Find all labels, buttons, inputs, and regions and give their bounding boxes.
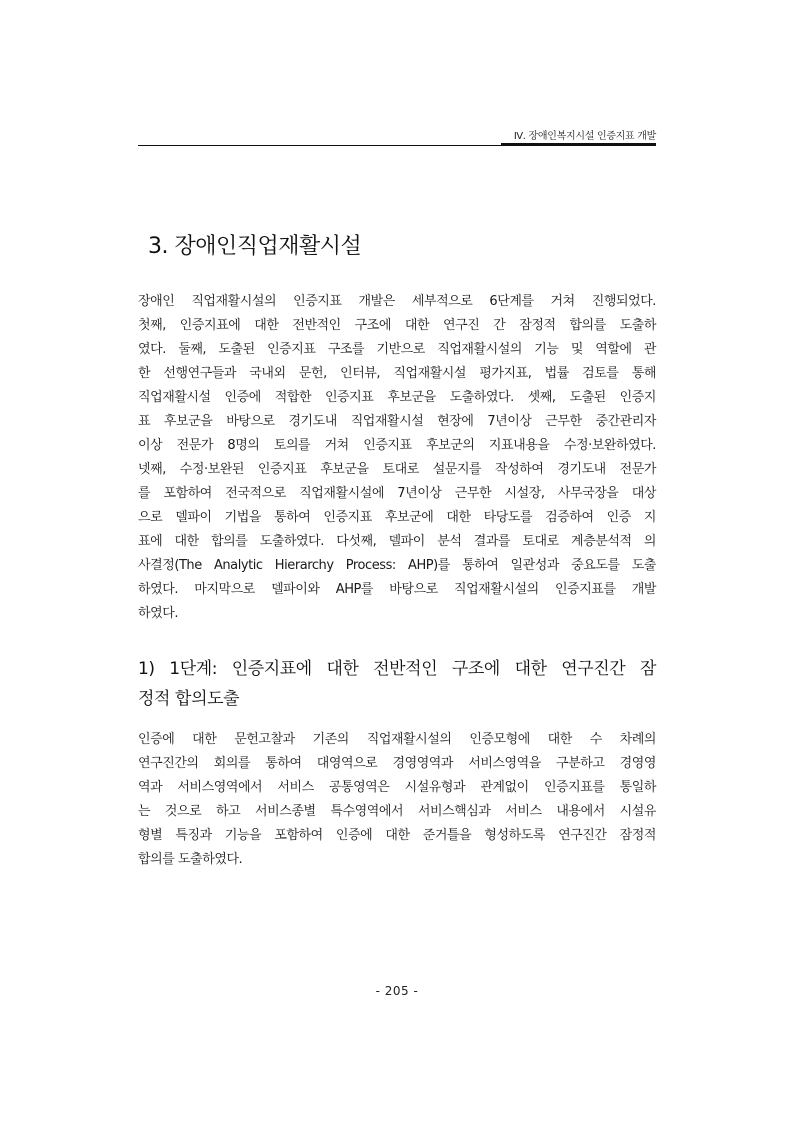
paragraph-line: 였다. 둘째, 도출된 인증지표 구조를 기반으로 직업재활시설의 기능 및 역할에 관 (138, 342, 656, 357)
page-number: - 205 - (375, 984, 419, 998)
paragraph-line: 이상 전문가 8명의 토의를 거쳐 인증지표 후보군의 지표내용을 수정·보완하였다. (138, 438, 656, 453)
paragraph-line: 역과 서비스영역에서 서비스 공통영역은 시설유형과 관계없이 인증지표를 통일하 (138, 780, 656, 795)
paragraph-line: 장애인 직업재활시설의 인증지표 개발은 세부적으로 6단계를 거쳐 진행되었다. (138, 294, 656, 309)
paragraph-line: 하였다. 마지막으로 델파이와 AHP를 바탕으로 직업재활시설의 인증지표를 개발 (138, 582, 656, 597)
paragraph-line: 를 포함하여 전국적으로 직업재활시설에 7년이상 근무한 시설장, 사무국장을 대상 (138, 486, 656, 501)
paragraph-line: 한 선행연구들과 국내외 문헌, 인터뷰, 직업재활시설 평가지표, 법률 검토를 통해 (138, 366, 656, 381)
paragraph-line: 사결정(The Analytic Hierarchy Process: AHP)를 통하여 일관성과 중요도를 도출 (138, 558, 656, 573)
paragraph-line: 넷째, 수정·보완된 인증지표 후보군을 토대로 설문지를 작성하여 경기도내 전문가 (138, 462, 656, 477)
paragraph-line: 직업재활시설 인증에 적합한 인증지표 후보군을 도출하였다. 셋째, 도출된 인증지 (138, 390, 656, 405)
paragraph-line: 합의를 도출하였다. (138, 852, 243, 867)
paragraph-line: 으로 델파이 기법을 통하여 인증지표 후보군에 대한 타당도를 검증하여 인증 지 (138, 510, 656, 525)
header-rule-accent (501, 143, 656, 146)
subsection-heading (138, 654, 656, 714)
subsection-heading-line: 정적 합의도출 (138, 689, 240, 709)
subsection-paragraph (138, 728, 656, 872)
subsection-heading-line: 1) 1단계: 인증지표에 대한 전반적인 구조에 대한 연구진간 잠 (138, 659, 656, 679)
paragraph-line: 하였다. (138, 606, 179, 621)
paragraph-line: 표에 대한 합의를 도출하였다. 다섯째, 델파이 분석 결과를 토대로 계층분석적 의 (138, 534, 656, 549)
paragraph-line: 형별 특징과 기능을 포함하여 인증에 대한 준거틀을 형성하도록 연구진간 잠정적 (138, 828, 656, 843)
paragraph-line: 표 후보군을 바탕으로 경기도내 직업재활시설 현장에 7년이상 근무한 중간관리자 (138, 414, 656, 429)
paragraph-line: 연구진간의 회의를 통하여 대영역으로 경영영역과 서비스영역을 구분하고 경영영 (138, 756, 656, 771)
paragraph-line: 첫째, 인증지표에 대한 전반적인 구조에 대한 연구진 간 잠정적 합의를 도출하 (138, 318, 656, 333)
paragraph-line: 는 것으로 하고 서비스종별 특수영역에서 서비스핵심과 서비스 내용에서 시설유 (138, 804, 656, 819)
section-heading: 3. 장애인직업재활시설 (148, 234, 362, 259)
running-header: Ⅳ. 장애인복지시설 인증지표 개발 (513, 131, 656, 142)
paragraph-line: 인증에 대한 문헌고찰과 기존의 직업재활시설의 인증모형에 대한 수 차례의 (138, 732, 656, 747)
section-paragraph (138, 290, 656, 626)
